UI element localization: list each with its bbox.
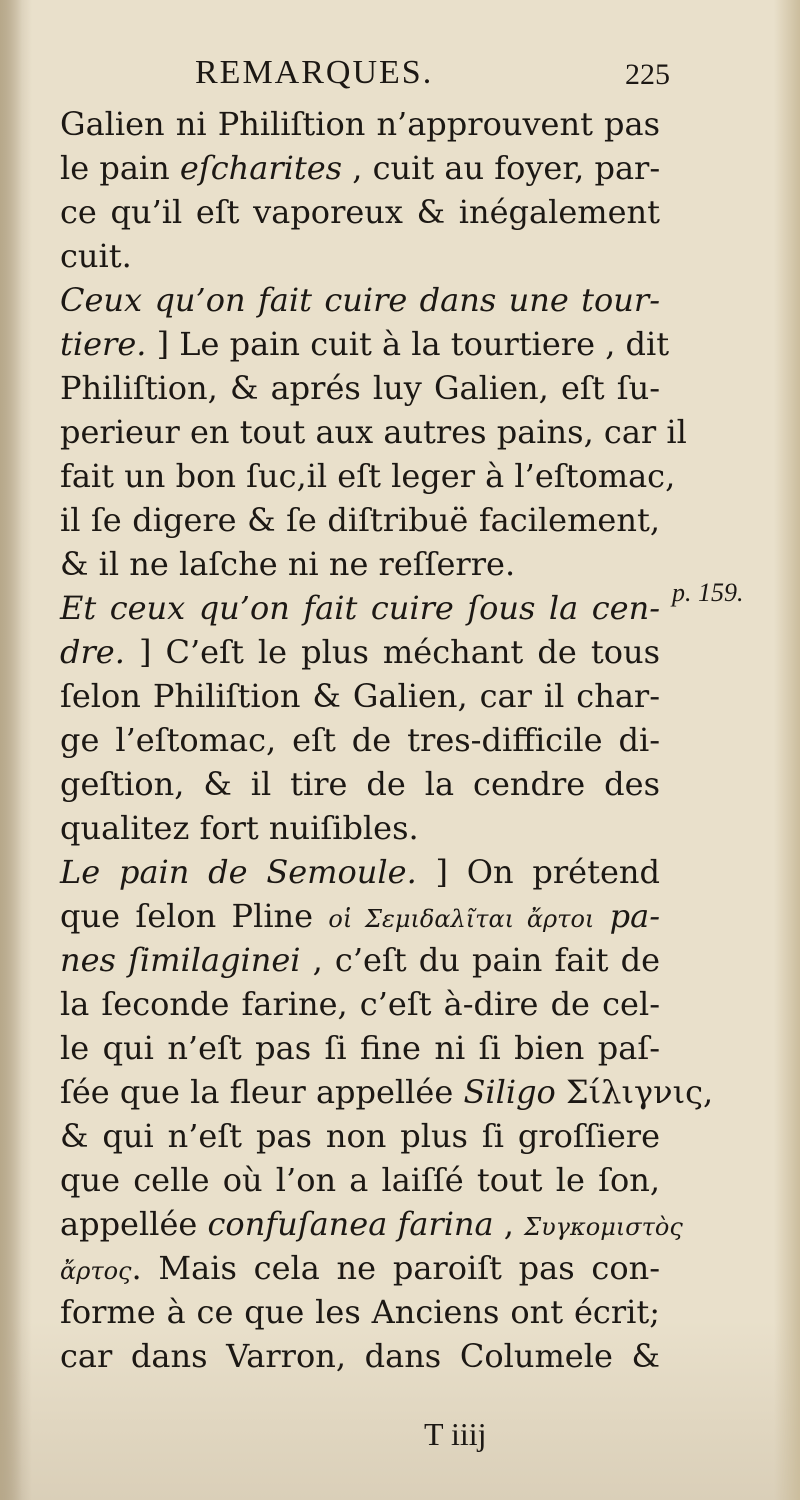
text-line [60, 102, 660, 146]
text-line [60, 1334, 660, 1378]
page-number: 225 [625, 58, 670, 91]
text-segment: Σίλιγνις, [555, 1073, 714, 1111]
text-segment: forme à ce que les Anciens ont écrit; [60, 1293, 660, 1331]
text-line [60, 586, 660, 630]
text-line [60, 322, 670, 366]
text-line [60, 410, 687, 454]
text-segment: que celle où l’on a laiſſé tout le ſon, [60, 1161, 660, 1199]
italic-text: tiere. [60, 325, 147, 363]
text-segment [594, 897, 609, 935]
italic-text: pa- [609, 897, 661, 935]
text-segment: ce qu’il eſt vaporeux & inégalement [60, 193, 660, 231]
italic-text: eſcharites [179, 149, 343, 187]
text-line [60, 630, 660, 674]
greek-text: Συγκομιστὸς [524, 1213, 683, 1241]
italic-text: dre. [60, 633, 125, 671]
text-segment: Galien ni Philiſtion n’approuvent pas [60, 105, 660, 143]
text-segment: que ſelon Pline [60, 897, 329, 935]
text-line [60, 190, 660, 234]
text-line [60, 894, 660, 938]
signature-mark: T iiij [424, 1416, 487, 1452]
text-line [60, 234, 660, 278]
text-line [60, 498, 660, 542]
italic-text: confuſanea farina [207, 1205, 494, 1243]
text-line [60, 674, 660, 718]
text-line [60, 1202, 683, 1246]
greek-text: οἱ Σεμιδαλῖται ἄρτοι [328, 905, 595, 933]
text-line [60, 454, 676, 498]
text-line [60, 1026, 660, 1070]
text-line [60, 806, 660, 850]
text-segment: , [493, 1205, 525, 1243]
text-segment: ſelon Philiſtion & Galien, car il char- [60, 677, 660, 715]
text-segment: perieur en tout aux autres pains, car il [60, 413, 687, 451]
text-segment: & qui n’eſt pas non plus ſi groſſiere [60, 1117, 660, 1155]
text-line [60, 366, 660, 410]
italic-text: Le pain de Semoule. [60, 853, 417, 891]
text-segment: geſtion, & il tire de la cendre des [60, 765, 660, 803]
text-line [60, 146, 660, 190]
page-edge [774, 0, 800, 1500]
running-title: REMARQUES. [195, 54, 434, 91]
running-head [60, 50, 670, 100]
text-segment: ] On prétend [416, 853, 661, 891]
greek-text: ἄρτος [60, 1257, 132, 1285]
text-segment: Philiſtion, & aprés luy Galien, eſt ſu- [60, 369, 660, 407]
italic-text: Ceux qu’on fait cuire dans une tour- [60, 281, 660, 319]
text-segment: le qui n’eſt pas ſi fine ni ſi bien paſ- [60, 1029, 660, 1067]
text-segment: ge l’eſtomac, eſt de tres-difficile di- [60, 721, 660, 759]
text-segment: , c’eſt du pain fait de [300, 941, 661, 979]
text-segment: ] Le pain cuit à la tourtiere , dit [146, 325, 670, 363]
text-segment: , cuit au foyer, par- [342, 149, 661, 187]
text-segment: car dans Varron, dans Columele & [60, 1337, 660, 1375]
text-segment: fait un bon ſuc,il eſt leger à l’eſtomac, [60, 457, 676, 495]
text-line [60, 542, 660, 586]
text-segment: . Mais cela ne paroiſt pas con- [131, 1249, 660, 1287]
text-segment: la ſeconde farine, c’eſt à-dire de cel- [60, 985, 660, 1023]
text-line [60, 982, 660, 1026]
text-segment: le pain [60, 149, 180, 187]
text-line [60, 850, 660, 894]
text-segment: il ſe digere & ſe diſtribuë facilement, [60, 501, 660, 539]
italic-text: nes ſimilaginei [60, 941, 301, 979]
gutter-shadow [0, 0, 22, 1500]
text-line [60, 1290, 660, 1334]
text-segment: ſée que la fleur appellée [60, 1073, 464, 1111]
text-line [60, 278, 660, 322]
text-line [60, 1246, 660, 1290]
text-line [60, 1114, 660, 1158]
text-line [60, 718, 660, 762]
text-line [60, 1158, 660, 1202]
italic-text: Et ceux qu’on fait cuire ſous la cen- [60, 589, 660, 627]
text-line [60, 938, 660, 982]
text-line [60, 762, 660, 806]
text-segment: qualitez fort nuiſibles. [60, 809, 419, 847]
text-line [60, 1070, 714, 1114]
text-segment: appellée [60, 1205, 208, 1243]
text-segment: & il ne laſche ni ne reſſerre. [60, 545, 516, 583]
margin-note: p. 159. [672, 578, 744, 607]
text-segment: cuit. [60, 237, 132, 275]
text-segment: ] C’eſt le plus méchant de tous [124, 633, 660, 671]
italic-text: Siligo [463, 1073, 556, 1111]
